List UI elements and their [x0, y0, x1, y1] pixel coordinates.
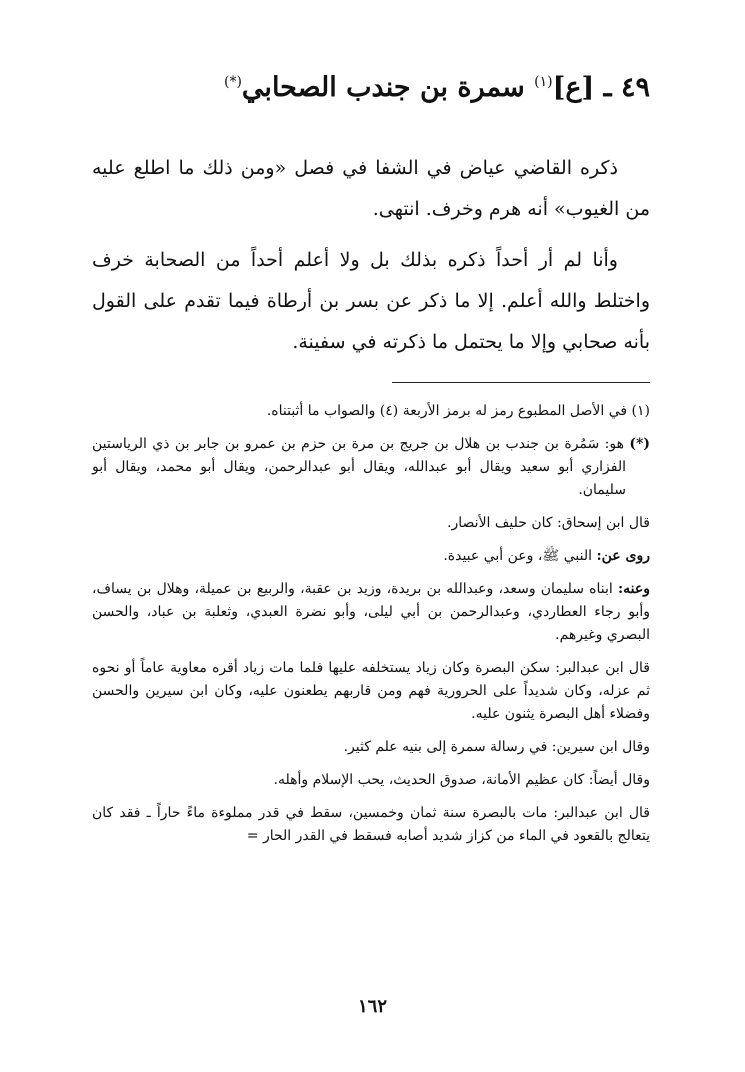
footnote-paragraph: قال ابن عبدالبر: مات بالبصرة سنة ثمان وخمسين، سقط في قدر مملوءة ماءً حاراً ـ فقد كان يتعالج بالقعود في الماء من كزاز شديد أصابه فسقط في القدر الحار =: [92, 805, 650, 844]
footnote-label: روى عن:: [596, 548, 650, 564]
entry-name: سمرة بن جندب الصحابي: [241, 72, 525, 103]
entry-heading: [80, 72, 650, 103]
footnote-label: وعنه:: [617, 581, 650, 597]
footnote-marker: (١): [631, 403, 650, 419]
footnote-text: ابناه سليمان وسعد، وعبدالله بن بريدة، وزيد بن عقبة، والربيع بن عميلة، وهلال بن يساف، وأبو رجاء العطاردي، وعبدالرحمن بن أبي ليلى، وأبو نضرة العبدي، وثعلبة بن عباد، والحسن البصري وغيرهم.: [92, 581, 650, 643]
footnote-text: هو: سَمُرة بن جندب بن هلال بن جريج بن مرة بن حزم بن عمرو بن جابر بن ذي الرياستين الفزاري أبو سعيد ويقال أبو عبدالله، ويقال أبو عبدالرحمن، ويقال أبو محمد، ويقال أبو سليمان.: [92, 436, 626, 498]
body-paragraph: وأنا لم أر أحداً ذكره بذلك بل ولا أعلم أحداً من الصحابة خرف واختلط والله أعلم. إلا ما ذكر عن بسر بن أرطاة فيما تقدم على القول بأنه صحابي وإلا ما يحتمل ما ذكرته في سفينة.: [92, 249, 650, 353]
footnote-paragraph: قال ابن إسحاق: كان حليف الأنصار.: [447, 515, 650, 531]
footnote-text: النبي ﷺ، وعن أبي عبيدة.: [443, 548, 592, 564]
entry-tag: [ع]: [552, 72, 595, 103]
page-number: ١٦٢: [357, 996, 387, 1017]
footnotes: [92, 400, 650, 858]
body-paragraph: ذكره القاضي عياض في الشفا في فصل «ومن ذلك ما اطلع عليه من الغيوب» أنه هرم وخرف. انتهى.: [92, 157, 650, 220]
entry-tag-note: (١): [534, 74, 553, 90]
footnote-paragraph: وقال أيضاً: كان عظيم الأمانة، صدوق الحديث، يحب الإسلام وأهله.: [273, 772, 650, 788]
footnote-paragraph: [92, 578, 650, 647]
footnote-divider: [392, 382, 650, 383]
footnote-text: في الأصل المطبوع رمز له برمز الأربعة (٤) والصواب ما أثبتناه.: [266, 403, 628, 419]
footnote-paragraph: وقال ابن سيرين: في رسالة سمرة إلى بنيه علم كثير.: [343, 739, 650, 755]
footnote-marker: (*): [629, 436, 650, 452]
footnote-1: [92, 400, 650, 423]
footnote-2: [92, 433, 650, 502]
entry-number: ٤٩ ـ: [603, 72, 650, 103]
entry-name-note: (*): [223, 74, 242, 90]
footnote-paragraph: قال ابن عبدالبر: سكن البصرة وكان زياد يستخلفه عليها فلما مات زياد أقره معاوية عاماً أو نحوه ثم عزله، وكان شديداً على الحرورية فهم ومن قاربهم يطعنون عليه، وكان ابن سيرين والحسن وفضلاء أهل البصرة يثنون عليه.: [92, 660, 650, 722]
footnote-paragraph: [92, 545, 650, 568]
body-text: [92, 148, 650, 373]
